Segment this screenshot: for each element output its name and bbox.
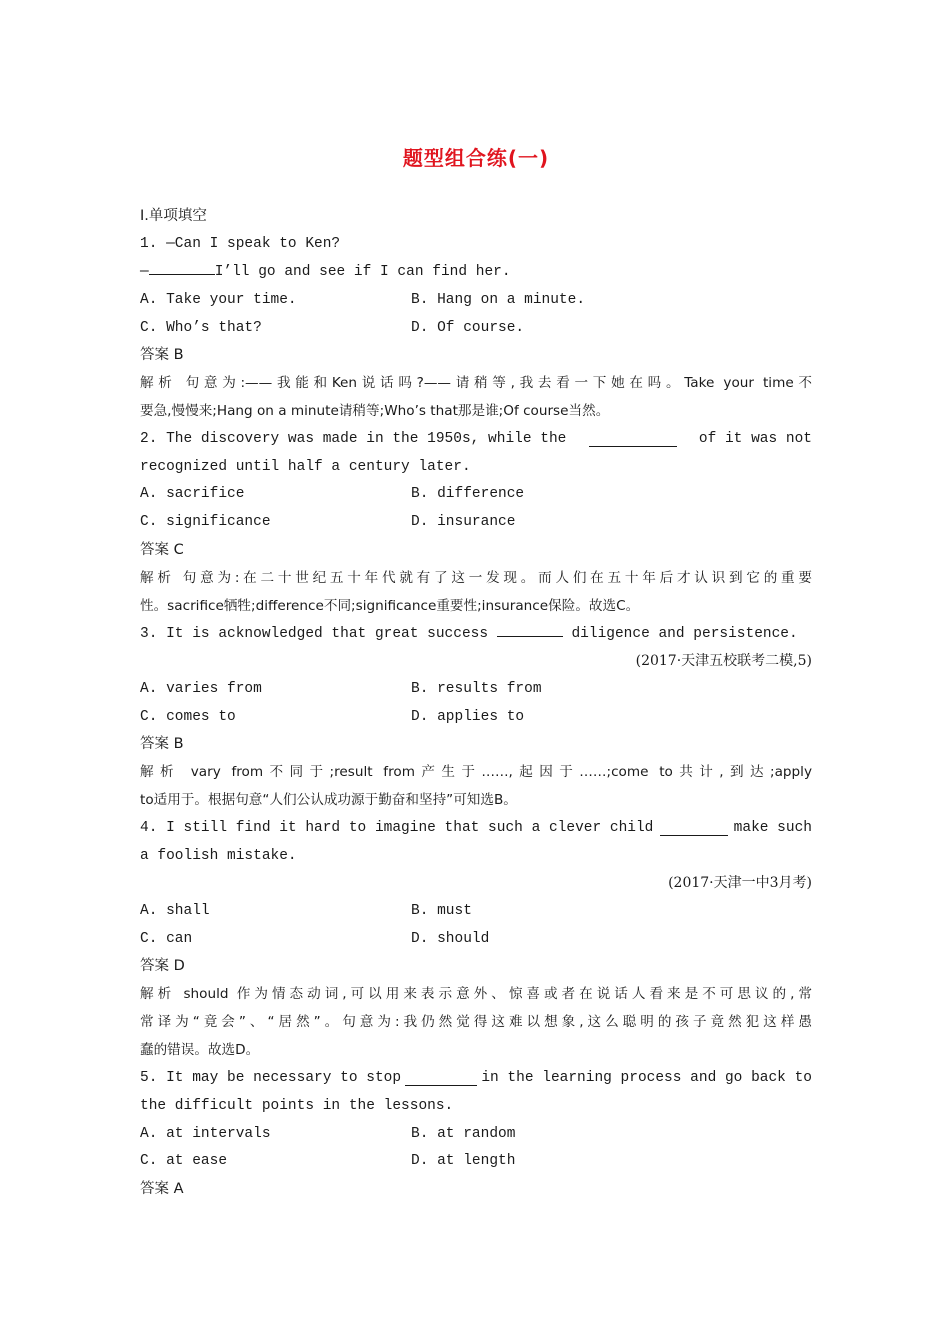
q5-option-b: B. at random bbox=[411, 1126, 516, 1142]
q1-dash: — bbox=[140, 264, 149, 280]
q3-stem-line1 bbox=[140, 620, 812, 648]
q5-options-row2 bbox=[140, 1147, 812, 1175]
q2-option-d: D. insurance bbox=[411, 514, 516, 530]
q3-explanation-line1: 解析 vary from不同于;result from产生于……,起因于……;come to共计,到达;apply bbox=[140, 764, 812, 780]
q2-stem-end: of it was not bbox=[698, 431, 812, 447]
q3-explanation-line2: to适用于。根据句意“人们公认成功源于勤奋和坚持”可知选B。 bbox=[140, 792, 517, 808]
q4-stem-line2: a foolish mistake. bbox=[140, 848, 297, 864]
q3-option-d: D. applies to bbox=[411, 709, 525, 725]
q1-option-a: A. Take your time. bbox=[140, 292, 297, 308]
q5-option-a: A. at intervals bbox=[140, 1126, 271, 1142]
q1-options-row1 bbox=[140, 286, 812, 314]
q4-option-d: D. should bbox=[411, 931, 490, 947]
q5-stem-end: in the learning process and go back to bbox=[481, 1070, 812, 1086]
q2-explanation-line2: 性。sacrifice牺牲;difference不同;significance重要性;insurance保险。故选C。 bbox=[140, 598, 640, 614]
q4-explanation-line3: 蠢的错误。故选D。 bbox=[140, 1042, 260, 1058]
q1-blank bbox=[149, 260, 215, 275]
q2-option-a: A. sacrifice bbox=[140, 486, 245, 502]
q4-stem-start: 4. I still find it hard to imagine that such a clever child bbox=[140, 820, 654, 836]
q5-blank bbox=[405, 1071, 477, 1086]
q2-stem-line1 bbox=[140, 425, 812, 453]
q4-stem-end: make such bbox=[733, 820, 812, 836]
q1-options-row2 bbox=[140, 314, 812, 342]
q1-explanation-line1: 解析 句意为:——我能和Ken说话吗?——请稍等,我去看一下她在吗。Take your time不 bbox=[140, 375, 812, 391]
q3-source: (2017·天津五校联考二模,5) bbox=[635, 653, 812, 669]
q3-option-b: B. results from bbox=[411, 681, 542, 697]
q4-option-c: C. can bbox=[140, 931, 193, 947]
q1-stem-rest: I’ll go and see if I can find her. bbox=[214, 264, 511, 280]
q4-explanation-line2: 常译为“竟会”、“居然”。句意为:我仍然觉得这难以想象,这么聪明的孩子竟然犯这样愚 bbox=[140, 1014, 812, 1030]
q1-answer: 答案 B bbox=[140, 347, 184, 363]
q4-answer: 答案 D bbox=[140, 958, 185, 974]
q5-options-row1 bbox=[140, 1120, 812, 1148]
q2-explanation-line1: 解析 句意为:在二十世纪五十年代就有了这一发现。而人们在五十年后才认识到它的重要 bbox=[140, 570, 812, 586]
q2-blank bbox=[589, 432, 677, 447]
q5-stem-line1 bbox=[140, 1064, 812, 1092]
q2-option-c: C. significance bbox=[140, 514, 271, 530]
q4-options-row2 bbox=[140, 925, 812, 953]
q2-stem-line2: recognized until half a century later. bbox=[140, 459, 471, 475]
q4-option-a: A. shall bbox=[140, 903, 210, 919]
q1-option-d: D. Of course. bbox=[411, 320, 525, 336]
q2-options-row1 bbox=[140, 480, 812, 508]
q5-option-c: C. at ease bbox=[140, 1153, 228, 1169]
q1-option-b: B. Hang on a minute. bbox=[411, 292, 586, 308]
q4-stem-line1 bbox=[140, 814, 812, 842]
q1-stem-line1: 1. —Can I speak to Ken? bbox=[140, 236, 341, 252]
q3-stem-end: diligence and persistence. bbox=[571, 626, 798, 642]
q4-explanation-line1: 解析 should 作为情态动词,可以用来表示意外、惊喜或者在说话人看来是不可思议的,常 bbox=[140, 986, 812, 1002]
q4-option-b: B. must bbox=[411, 903, 472, 919]
q4-options-row1 bbox=[140, 897, 812, 925]
q1-option-c: C. Who’s that? bbox=[140, 320, 262, 336]
q5-answer: 答案 A bbox=[140, 1181, 184, 1197]
q2-answer: 答案 C bbox=[140, 542, 184, 558]
q4-source: (2017·天津一中3月考) bbox=[668, 875, 812, 891]
q3-option-c: C. comes to bbox=[140, 709, 236, 725]
section-heading: Ⅰ.单项填空 bbox=[140, 208, 207, 224]
q2-stem-start: 2. The discovery was made in the 1950s, while the bbox=[140, 431, 567, 447]
q2-option-b: B. difference bbox=[411, 486, 525, 502]
q1-explanation-line2: 要急,慢慢来;Hang on a minute请稍等;Who’s that那是谁;Of course当然。 bbox=[140, 403, 610, 419]
q3-options-row2 bbox=[140, 703, 812, 731]
page-title: 题型组合练(一) bbox=[402, 146, 550, 170]
q5-stem-line2: the difficult points in the lessons. bbox=[140, 1098, 454, 1114]
q3-option-a: A. varies from bbox=[140, 681, 262, 697]
q5-option-d: D. at length bbox=[411, 1153, 516, 1169]
q4-blank bbox=[660, 821, 728, 836]
q5-stem-start: 5. It may be necessary to stop bbox=[140, 1070, 402, 1086]
q1-stem-line2 bbox=[140, 258, 812, 286]
q3-blank bbox=[497, 622, 563, 637]
q2-options-row2 bbox=[140, 508, 812, 536]
q3-stem-start: 3. It is acknowledged that great success bbox=[140, 626, 489, 642]
q3-options-row1 bbox=[140, 675, 812, 703]
q3-answer: 答案 B bbox=[140, 736, 184, 752]
